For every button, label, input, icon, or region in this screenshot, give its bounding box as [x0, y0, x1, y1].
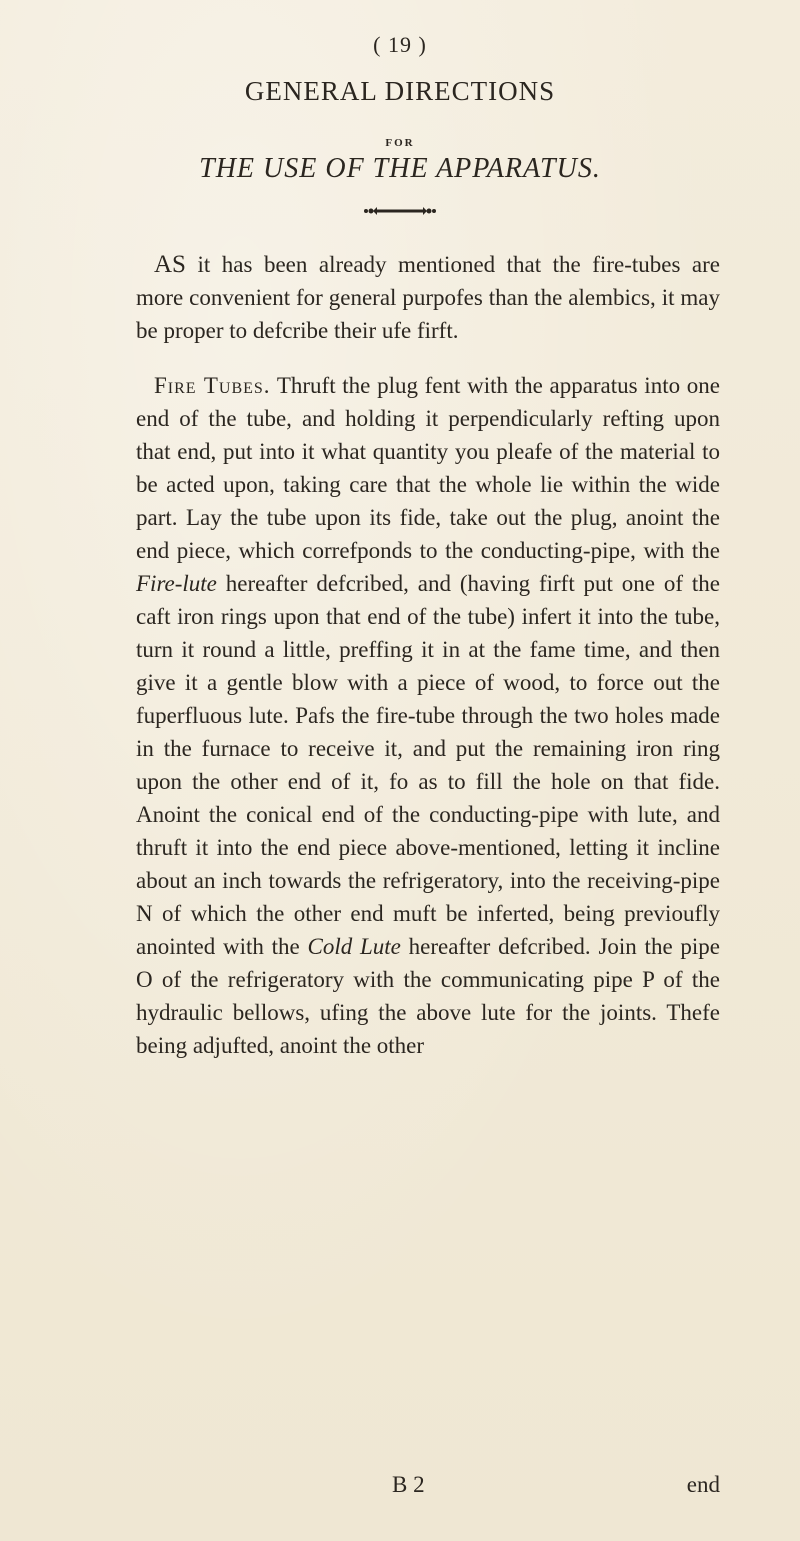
term-cold-lute: Cold Lute [307, 934, 401, 959]
signature-mark: B 2 [392, 1472, 425, 1497]
paragraph-text-c: hereafter defcribed. Join the pipe O of the refrigeratory with the communicating pipe P of the hydraulic bellows, ufing the above lute for the joints. Thefe being adjufted, anoint the other [136, 934, 721, 1058]
paragraph-intro-text: it has been already mentioned that the fire-tubes are more convenient for general purpofes than the alembics, it may be proper to defcribe their ufe firft. [136, 252, 720, 343]
paragraph-text-a: Thruft the plug fent with the apparatus into one end of the tube, and holding it perpendicularly refting upon that end, put into it what quantity you pleafe of the material to be acted upon, taking care that the whole lie within the wide part. Lay the tube upon its fide, take out the plug, anoint the end piece, which correfponds to the conducting-pipe, with the [136, 373, 720, 563]
paragraph-fire-tubes [136, 369, 720, 1062]
body-text [136, 248, 720, 1062]
catchword: end [686, 1472, 720, 1497]
heading-for: FOR [385, 137, 415, 149]
ornament-rule-icon [358, 204, 442, 218]
paragraph-intro [136, 248, 720, 347]
section-term-fire-tubes: Fire Tubes. [154, 373, 271, 398]
term-fire-lute: Fire-lute [136, 571, 217, 596]
paragraph-text-b: hereafter defcribed, and (having firft put one of the caft iron rings upon that end of the tube) infert it into the tube, turn it round a little, preffing it in at the fame time, and then give it a gentle blow with a piece of wood, to force out the fuperfluous lute. Pafs the fire-tube through the two holes made in the furnace to receive it, and put the remaining iron ring upon the other end of it, fo as to fill the hole on that fide. Anoint the conical end of the conducting-pipe with lute, and thruft it into the end piece above-mentioned, letting it incline about an inch towards the refrigeratory, into the receiving-pipe N of which the other end muft be inferted, being previoufly anointed with the [136, 571, 720, 959]
page-footer [136, 1472, 720, 1506]
heading-general-directions: GENERAL DIRECTIONS [244, 76, 556, 106]
heading-use-of-apparatus: THE USE OF THE APPARATUS. [199, 153, 601, 184]
page-number: ( 19 ) [373, 32, 427, 57]
lead-word: AS [154, 251, 186, 278]
